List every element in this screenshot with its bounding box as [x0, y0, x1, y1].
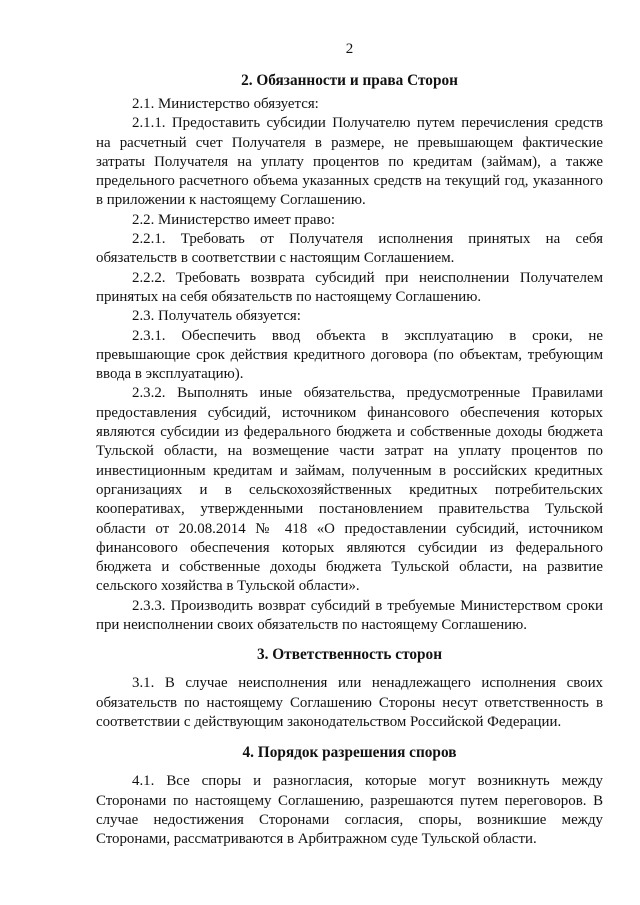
paragraph-3-1: 3.1. В случае неисполнения или ненадлежащего исполнения своих обязательств по настоящему Соглашению Стороны несут ответственность в соответствии с действующим законодательством Российской Федерации.: [96, 675, 603, 730]
section-obligations-and-rights: [96, 71, 603, 635]
paragraph-2-3-2: 2.3.2. Выполнять иные обязательства, предусмотренные Правилами предоставления субсидий, источником финансового обеспечения которых являются субсидии из федерального бюджета и собственные доходы бюджета Тульской области, на возмещение части затрат на уплату процентов по инвестиционным кредитам и займам, полученным в российских кредитных организациях и в сельскохозяйственных кредитных потребительских кооперативах, утвержденными постановлением правительства Тульской области от 20.08.2014 № 418 «О предоставлении субсидий, источником финансового обеспечения которых являются субсидии из федерального бюджета и собственные доходы бюджета Тульской области, на развитие сельского хозяйства в Тульской области».: [96, 385, 603, 595]
section-title-responsibility: 3. Ответственность сторон: [256, 646, 443, 664]
paragraph-2-2: 2.2. Министерство имеет право:: [132, 211, 335, 228]
paragraph-2-2-1: 2.2.1. Требовать от Получателя исполнения принятых на себя обязательств в соответствии с настоящим Соглашением.: [96, 231, 603, 267]
paragraph-2-3-3: 2.3.3. Производить возврат субсидий в требуемые Министерством сроки при неисполнении своих обязательств по настоящему Соглашению.: [96, 597, 603, 634]
paragraph-2-2-2: 2.2.2. Требовать возврата субсидий при неисполнении Получателем принятых на себя обязательств по настоящему Соглашению.: [96, 269, 603, 305]
paragraph-4-1: 4.1. Все споры и разногласия, которые могут возникнуть между Сторонами по настоящему Соглашению, разрешаются путем переговоров. В случае недостижения Сторонами согласия, споры, возникшие между Сторонами, рассматриваются в Арбитражном суде Тульской области.: [96, 773, 603, 848]
section-title-dispute-resolution: 4. Порядок разрешения споров: [242, 744, 457, 762]
paragraph-2-3: 2.3. Получатель обязуется:: [132, 308, 301, 325]
section-responsibility: [96, 645, 603, 732]
page-number: 2: [345, 41, 354, 57]
paragraph-2-3-1: 2.3.1. Обеспечить ввод объекта в эксплуатацию в сроки, не превышающие срок действия кредитного договора (по объектам, требующим ввода в эксплуатацию).: [96, 327, 603, 383]
section-dispute-resolution: [96, 743, 603, 849]
paragraph-2-1-1: 2.1.1. Предоставить субсидии Получателю путем перечисления средств на расчетный счет Получателя в размере, не превышающем фактические затраты Получателя на уплату процентов по кредитам (займам), а также предельного расчетного объема указанных средств на текущий год, указанного в приложении к настоящему Соглашению.: [96, 115, 603, 209]
section-title-obligations-and-rights: 2. Обязанности и права Сторон: [241, 72, 458, 89]
paragraph-2-1: 2.1. Министерство обязуется:: [132, 96, 319, 112]
